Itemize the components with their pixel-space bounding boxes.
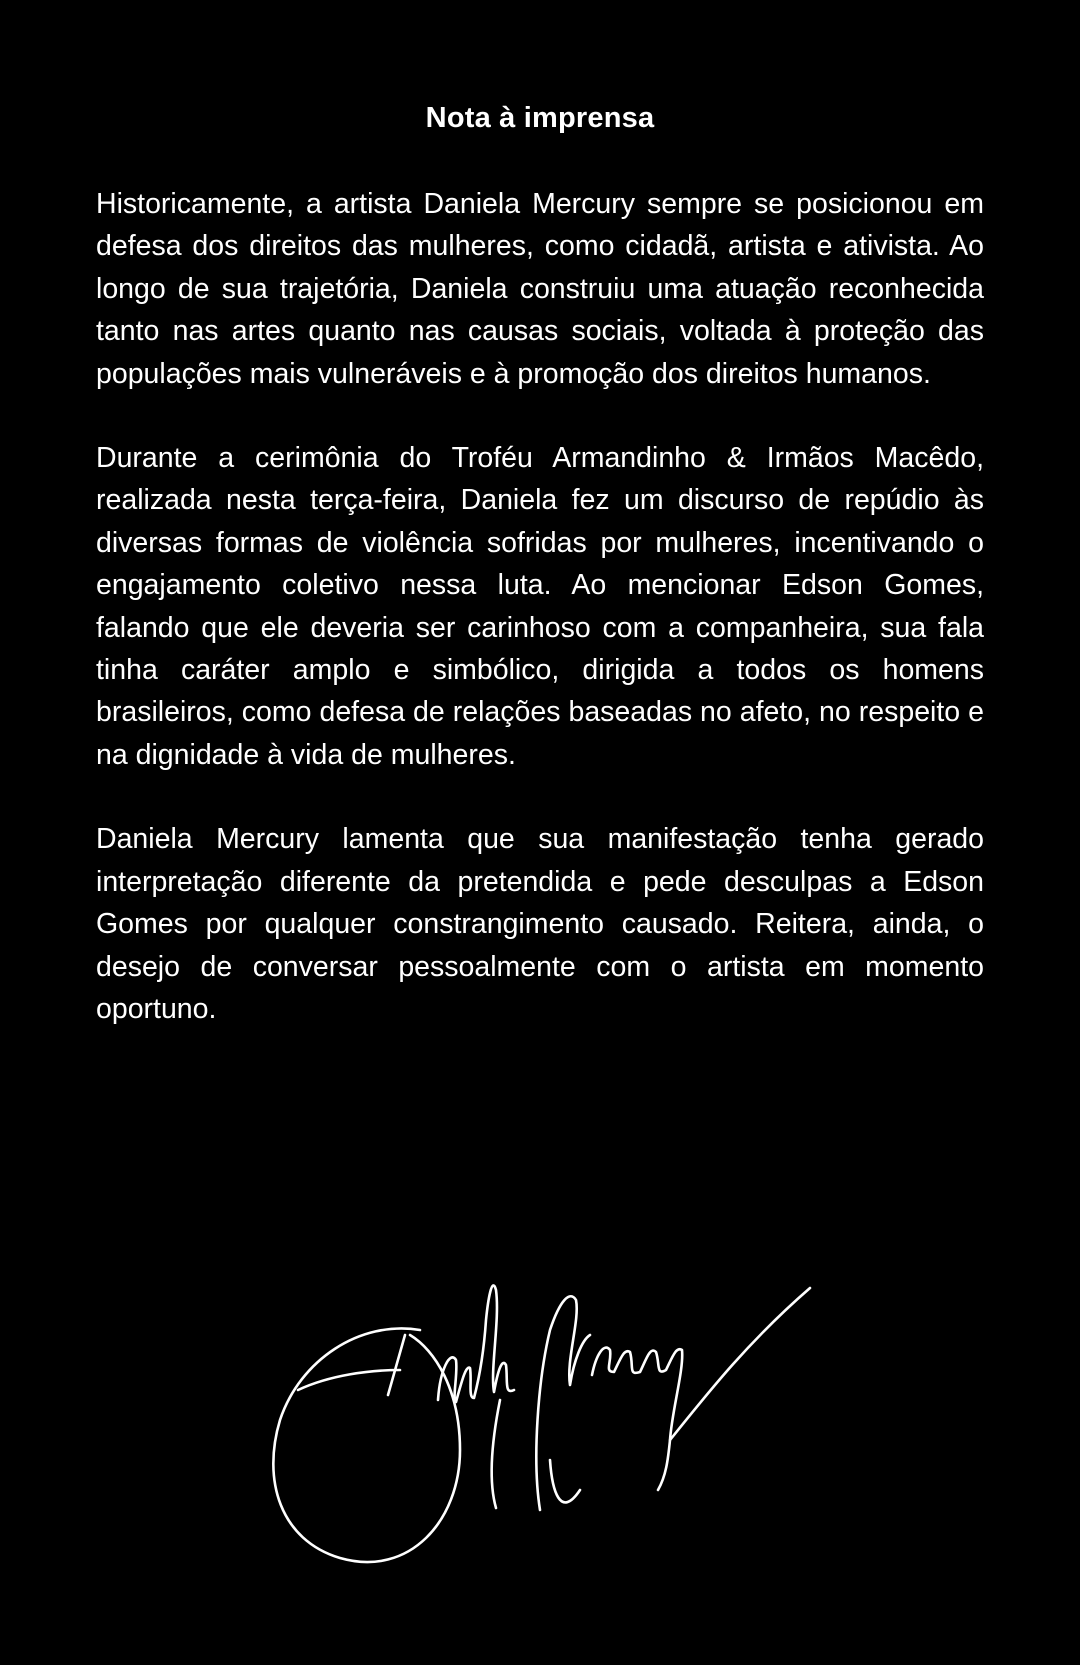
press-note-body	[96, 183, 984, 1072]
page-title: Nota à imprensa	[425, 102, 655, 134]
signature-stroke-d-loop	[273, 1328, 460, 1562]
paragraph-2: Durante a cerimônia do Troféu Armandinho & Irmãos Macêdo, realizada nesta terça-feira, Daniela fez um discurso de repúdio às diversas formas de violência sofridas por mulheres, incentivando o engajamento coletivo nessa luta. Ao mencionar Edson Gomes, falando que ele deveria ser carinhoso com a companheira, sua fala tinha caráter amplo e simbólico, dirigida a todos os homens brasileiros, como defesa de relações baseadas no afeto, no respeito e na dignidade à vida de mulheres.	[96, 442, 984, 771]
signature-stroke-d-tick	[388, 1335, 405, 1395]
signature-stroke-d-bar	[298, 1370, 400, 1390]
signature-image	[270, 1280, 830, 1580]
signature-stroke-m	[536, 1296, 590, 1510]
paragraph-3: Daniela Mercury lamenta que sua manifestação tenha gerado interpretação diferente da pretendida e pede desculpas a Edson Gomes por qualquer constrangimento causado. Reitera, ainda, o desejo de conversar pessoalmente com o artista em momento oportuno.	[96, 823, 984, 1025]
signature-stroke-flourish	[670, 1288, 810, 1440]
signature-stroke-ercury	[592, 1348, 682, 1490]
paragraph-1: Historicamente, a artista Daniela Mercury sempre se posicionou em defesa dos direitos das mulheres, como cidadã, artista e ativista. Ao longo de sua trajetória, Daniela construiu uma atuação reconhecida tanto nas artes quanto nas causas sociais, voltada à proteção das populações mais vulneráveis e à promoção dos direitos humanos.	[96, 188, 984, 390]
signature-stroke-m-tail	[550, 1460, 580, 1502]
signature-stroke-aniela-tail	[492, 1400, 500, 1508]
